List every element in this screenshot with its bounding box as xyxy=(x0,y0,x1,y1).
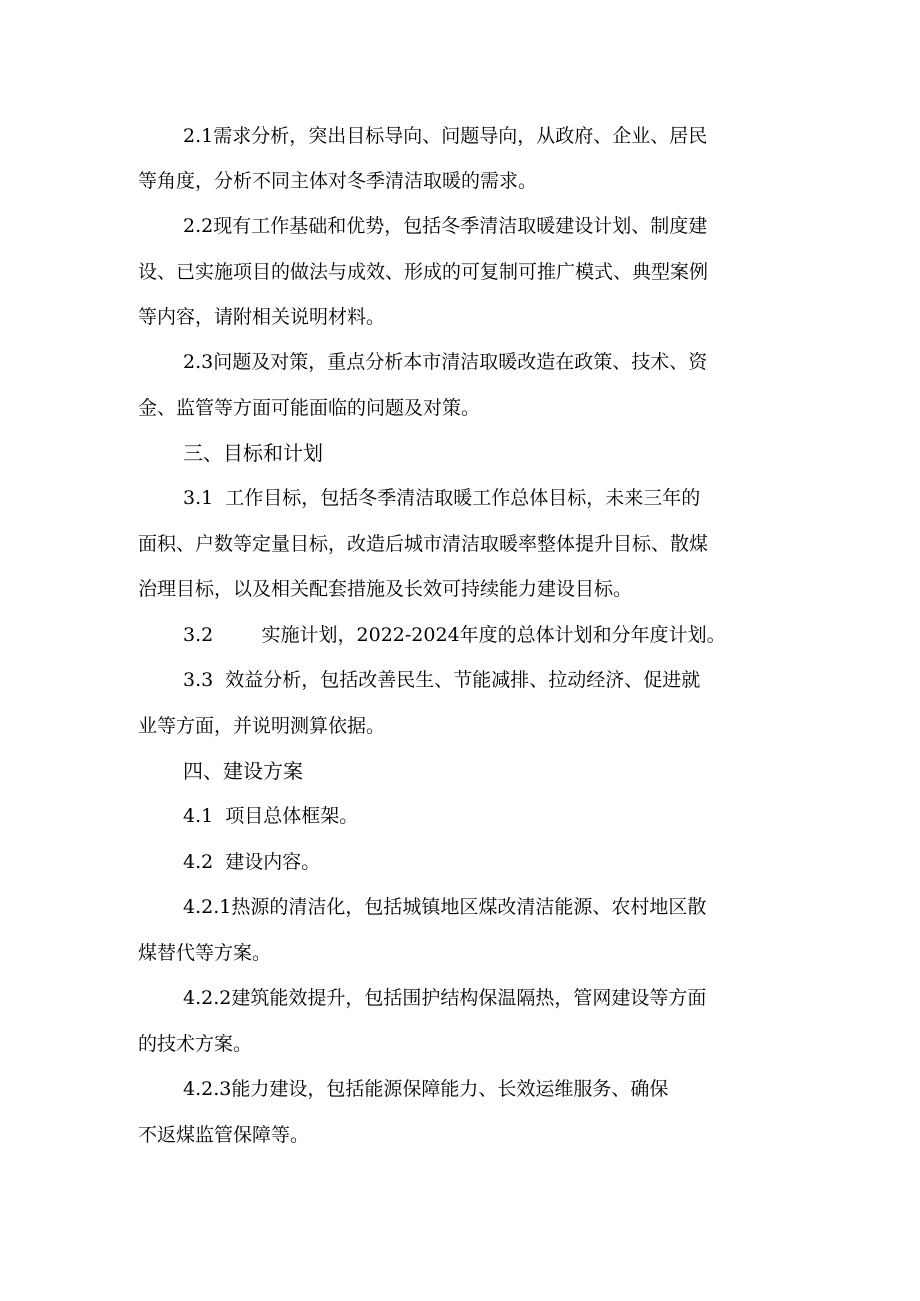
paragraph-4-2-1-line-1: 4.2.1热源的清洁化，包括城镇地区煤改清洁能源、农村地区散 xyxy=(183,896,707,918)
paragraph-4-2-2-line-1: 4.2.2建筑能效提升，包括围护结构保温隔热，管网建设等方面 xyxy=(183,987,707,1009)
paragraph-3-3-line-2: 业等方面，并说明测算依据。 xyxy=(138,715,386,737)
paragraph-2-2-line-2: 设、已实施项目的做法与成效、形成的可复制可推广模式、典型案例 xyxy=(138,261,709,283)
paragraph-4-2-1-line-2: 煤替代等方案。 xyxy=(138,942,272,964)
paragraph-3-3-line-1: 3.3 效益分析，包括改善民生、节能减排、拉动经济、促进就 xyxy=(183,669,701,691)
paragraph-2-3-line-1: 2.3问题及对策，重点分析本市清洁取暖改造在政策、技术、资 xyxy=(183,351,708,373)
paragraph-2-2-line-1: 2.2现有工作基础和优势，包括冬季清洁取暖建设计划、制度建 xyxy=(183,215,708,237)
section-heading-4: 四、建设方案 xyxy=(183,759,303,783)
paragraph-4-2-3-line-2: 不返煤监管保障等。 xyxy=(138,1124,310,1146)
paragraph-4-2-3-line-1: 4.2.3能力建设，包括能源保障能力、长效运维服务、确保 xyxy=(183,1078,669,1100)
paragraph-2-3-line-2: 金、监管等方面可能面临的问题及对策。 xyxy=(138,397,481,419)
paragraph-2-1-line-2: 等角度，分析不同主体对冬季清洁取暖的需求。 xyxy=(138,170,538,192)
paragraph-4-1-line-1: 4.1 项目总体框架。 xyxy=(183,805,359,827)
section-heading-3: 三、目标和计划 xyxy=(183,441,323,465)
paragraph-2-1-line-1: 2.1需求分析，突出目标导向、问题导向，从政府、企业、居民 xyxy=(183,125,708,147)
paragraph-3-1-line-1: 3.1 工作目标，包括冬季清洁取暖工作总体目标，未来三年的 xyxy=(183,487,701,509)
paragraph-4-2-line-1: 4.2 建设内容。 xyxy=(183,851,321,873)
paragraph-3-1-line-3: 治理目标，以及相关配套措施及长效可持续能力建设目标。 xyxy=(138,578,633,600)
paragraph-3-1-line-2: 面积、户数等定量目标，改造后城市清洁取暖率整体提升目标、散煤 xyxy=(138,533,709,555)
paragraph-3-2-line-1: 3.2 实施计划，2022-2024年度的总体计划和分年度计划。 xyxy=(183,624,726,646)
paragraph-2-2-line-3: 等内容，请附相关说明材料。 xyxy=(138,306,386,328)
paragraph-4-2-2-line-2: 的技术方案。 xyxy=(138,1033,253,1055)
